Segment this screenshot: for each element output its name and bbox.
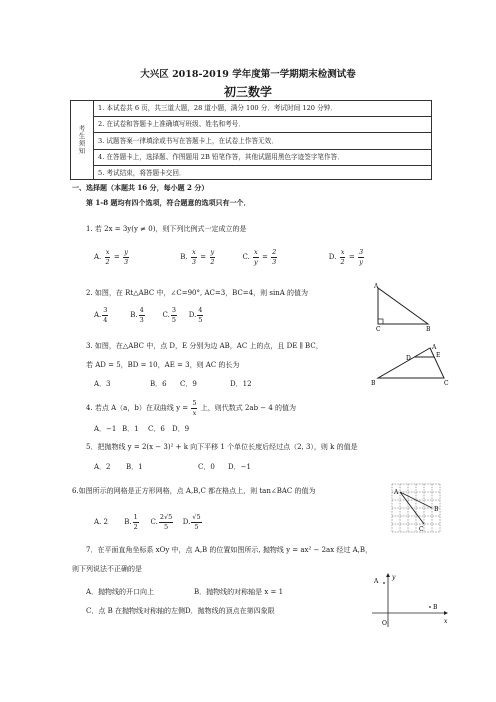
vertex-c-label: C [376,326,381,332]
coordinate-figure [370,571,450,629]
option-c: C. $\frac{x}{y}$ = $\frac{2}{3}$ [242,248,277,266]
notice-item: 4. 在答题卡上，选择题、作图题用 2B 铅笔作答，其他试题用黑色字迹签字笔作答． [94,150,431,166]
exam-subtitle: 初三数学 [223,85,272,99]
notice-label: 考生须知 [77,125,86,155]
option-d: D．−1 [228,463,251,471]
option-d: D. $\frac{x}{2}$ = $\frac{3}{y}$ [328,248,364,266]
point-b [429,606,431,608]
question-3-stem-line-2: 若 AD = 5，BD = 10，AE = 3，则 AC 的长为 [86,361,240,369]
x-axis-label: x [444,618,448,625]
question-3-options [94,379,270,389]
point-b-label: B [433,604,438,611]
option-c: C．9 [180,380,197,388]
question-4-stem: 4. 若点 A（a，b）在双曲线 y = $\frac{5}{x}$ 上，则代数式 2ab − 4 的值为 [86,399,297,417]
vertex-b-label: B [371,380,376,387]
point-c-label: C [419,526,424,533]
right-triangle-figure [368,282,438,332]
notice-label-cell [71,101,94,179]
notice-item: 1. 本试卷共 6 页，共三道大题，28 道小题，满分 100 分．考试时间 120 分钟． [94,101,431,117]
option-c: C．6 [148,425,165,433]
exam-title: 大兴区 2018-2019 学年度第一学期期末检测试卷 [140,69,356,80]
option-c: C．点 B 在抛物线对称轴的左侧 [86,607,185,615]
option-a: A. $\frac{x}{2}$ = $\frac{y}{3}$ [94,248,129,266]
vertex-c-label: C [444,380,449,387]
question-6-options [94,514,213,530]
point-a-label: A [394,489,399,496]
question-1-stem: 1. 若 2x = 3y(y ≠ 0)，则下列比例式一定成立的是 [86,225,247,233]
y-axis-label: y [392,574,396,581]
grid-figure [388,480,444,536]
option-b: B．6 [150,380,167,388]
question-1-options [94,249,399,265]
vertex-a-label: A [374,283,379,290]
question-6-stem: 6.如图所示的网格是正方形网格，点 A,B,C 都在格点上，则 tan∠BAC 的值为 [72,487,316,495]
triangle-de-bc-figure [370,342,452,388]
notice-item: 3. 试题答案一律填涂或书写在答题卡上，在试卷上作答无效． [94,133,431,149]
notice-box [70,100,432,180]
point-e-label: E [436,352,441,359]
point-a [383,582,385,584]
option-d: D．抛物线的顶点在第四象限 [184,607,275,615]
option-c: C. $\frac{2√5}{5}$ [150,513,173,531]
option-d: D. $\frac{4}{5}$ [188,306,203,324]
option-c: C．0 [198,463,215,471]
vertex-b-label: B [426,326,431,332]
option-a: A．3 [94,380,111,388]
option-a: A. $\frac{3}{4}$ [94,306,108,324]
section-instruction: 第 1-8 题均有四个选项，符合题意的选项只有一个． [86,198,251,207]
option-a: A．−1 [94,425,117,433]
square-grid [392,484,440,532]
notice-item: 2. 在试卷和答题卡上准确填写班级、姓名和考号． [94,117,431,133]
x-axis-arrow [444,611,448,615]
right-angle-mark [378,319,383,324]
question-4-options [94,424,196,434]
option-b: B．抛物线的对称轴是 x = 1 [194,588,284,596]
option-b: B．1 [122,425,139,433]
point-b-label: B [434,506,439,513]
option-b: B. $\frac{1}{2}$ [124,513,138,531]
option-b: B. $\frac{4}{3}$ [130,306,144,324]
question-3-stem-line-1: 3. 如图，在△ABC 中，点 D，E 分别为边 AB，AC 上的点，且 DE ∥ BC， [86,342,323,350]
vertex-a-label: A [432,344,437,351]
point-a-label: A [374,578,379,585]
question-7-option-row-1 [86,587,283,597]
notice-item: 5. 考试结束，将答题卡交回． [98,169,186,178]
option-a: A．2 [94,463,111,471]
option-b: B．1 [126,463,143,471]
option-d: D. $\frac{√5}{5}$ [182,513,201,531]
question-2-options [94,307,213,323]
option-a: A．抛物线的开口向上 [86,588,155,596]
question-7-stem-line-2: 则下列说法不正确的是 [72,565,142,573]
triangle-abc-shape [378,348,444,378]
notice-list [94,101,431,179]
question-7-option-row-2 [86,606,275,616]
question-2-stem: 2. 如图，在 Rt△ABC 中，∠C=90°, AC=3，BC=4，则 sinA 的值为 [86,289,308,297]
option-c: C. $\frac{3}{5}$ [162,306,176,324]
triangle-shape [378,288,428,324]
y-axis-arrow [386,573,390,577]
option-b: B. $\frac{x}{3}$ = $\frac{y}{2}$ [180,248,215,266]
section-heading: 一、选择题（本题共 16 分，每小题 2 分） [72,183,209,192]
question-5-stem: 5．把抛物线 y = 2(x − 3)² + k 向下平移 1 个单位长度后经过点（2, 3），则 k 的值是 [86,443,358,451]
question-7-stem-line-1: 7．在平面直角坐标系 xOy 中，点 A,B 的位置如图所示, 抛物线 y = ax² − 2ax 经过 A,B， [86,546,373,554]
origin-label: O [382,620,387,627]
point-d-label: D [406,355,411,362]
option-a: A. 2 [94,518,108,526]
option-d: D．12 [230,380,252,388]
question-5-options [94,462,258,472]
option-d: D．9 [172,425,190,433]
